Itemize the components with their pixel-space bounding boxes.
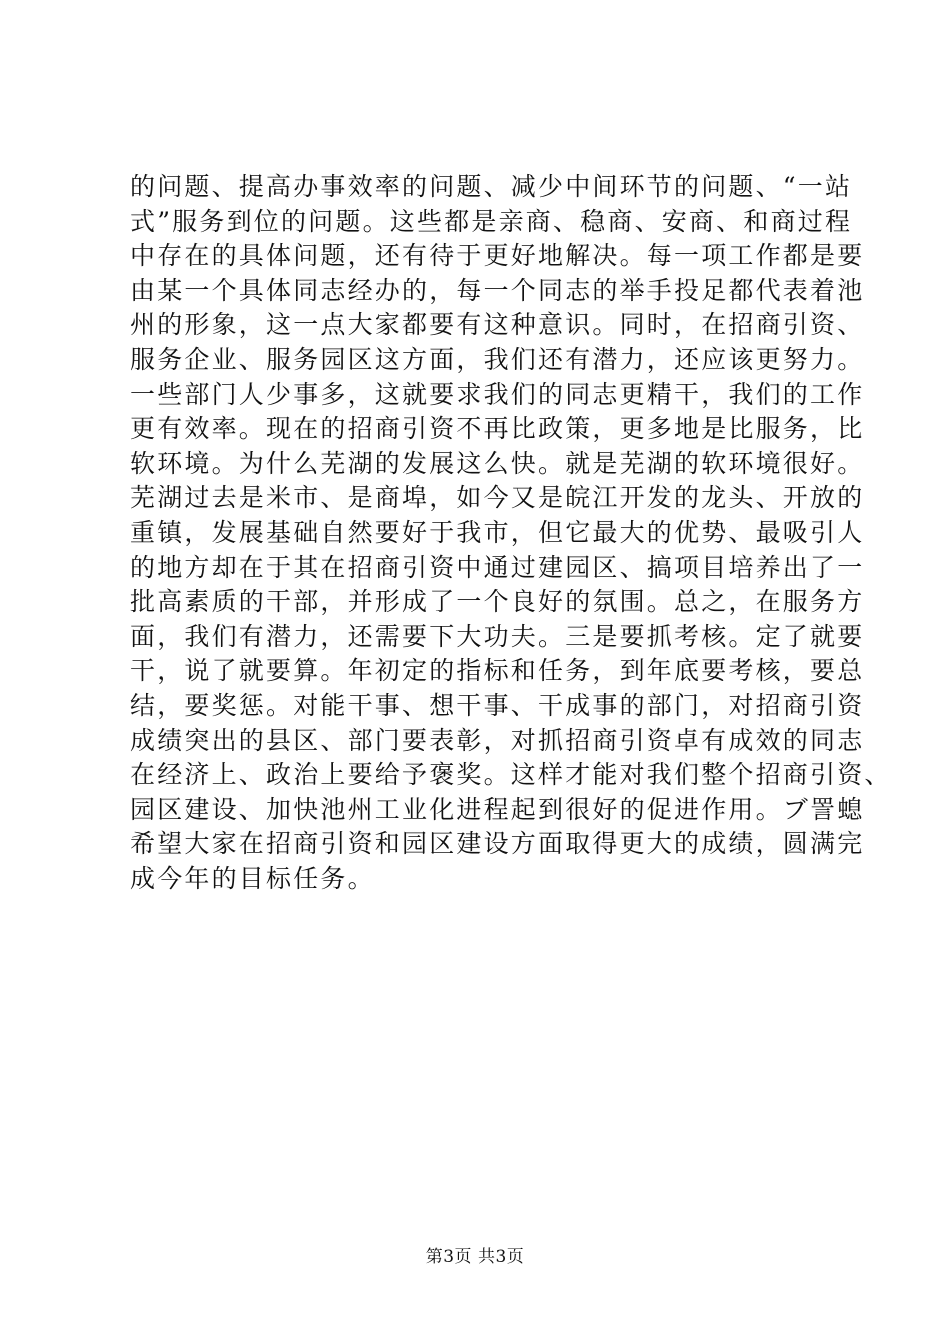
page-number: 第3页 共3页 [425, 1247, 525, 1267]
page-footer [0, 1242, 950, 1267]
text-line: 更有效率。现在的招商引资不再比政策，更多地是比服务，比 [130, 414, 865, 444]
text-line: 希望大家在招商引资和园区建设方面取得更大的成绩，圆满完 [130, 829, 865, 859]
text-line: 的地方却在于其在招商引资中通过建园区、搞项目培养出了一 [130, 552, 865, 582]
text-line: 成今年的目标任务。 [130, 863, 375, 893]
text-line: 州的形象，这一点大家都要有这种意识。同时，在招商引资、 [130, 310, 865, 340]
text-line: 的问题、提高办事效率的问题、减少中间环节的问题、“一站 [130, 172, 853, 201]
text-line: 批高素质的干部，并形成了一个良好的氛围。总之，在服务方 [130, 587, 865, 617]
text-line: 服务企业、服务园区这方面，我们还有潜力，还应该更努力。 [130, 344, 865, 374]
text-line: 重镇，发展基础自然要好于我市，但它最大的优势、最吸引人 [130, 517, 865, 547]
text-line: 面，我们有潜力，还需要下大功夫。三是要抓考核。定了就要 [130, 621, 865, 651]
text-line: 式”服务到位的问题。这些都是亲商、稳商、安商、和商过程 [130, 206, 853, 236]
text-line: 干，说了就要算。年初定的指标和任务，到年底要考核，要总 [130, 656, 865, 686]
text-line: 一些部门人少事多，这就要求我们的同志更精干，我们的工作 [130, 379, 865, 409]
text-line: 中存在的具体问题，还有待于更好地解决。每一项工作都是要 [130, 241, 865, 271]
text-line: 成绩突出的县区、部门要表彰，对抓招商引资卓有成效的同志 [130, 725, 865, 755]
text-line: 结，要奖惩。对能干事、想干事、干成事的部门，对招商引资 [130, 690, 865, 720]
text-line: 芜湖过去是米市、是商埠，如今又是皖江开发的龙头、开放的 [130, 483, 865, 513]
text-line: 由某一个具体同志经办的，每一个同志的举手投足都代表着池 [130, 275, 865, 305]
text-line: 软环境。为什么芜湖的发展这么快。就是芜湖的软环境很好。 [130, 448, 865, 478]
text-line: 园区建设、加快池州工业化进程起到很好的促进作用。ブ詈螅 [130, 794, 865, 824]
text-line: 在经济上、政治上要给予褒奖。这样才能对我们整个招商引资、 [130, 760, 892, 790]
body-text [130, 170, 892, 896]
